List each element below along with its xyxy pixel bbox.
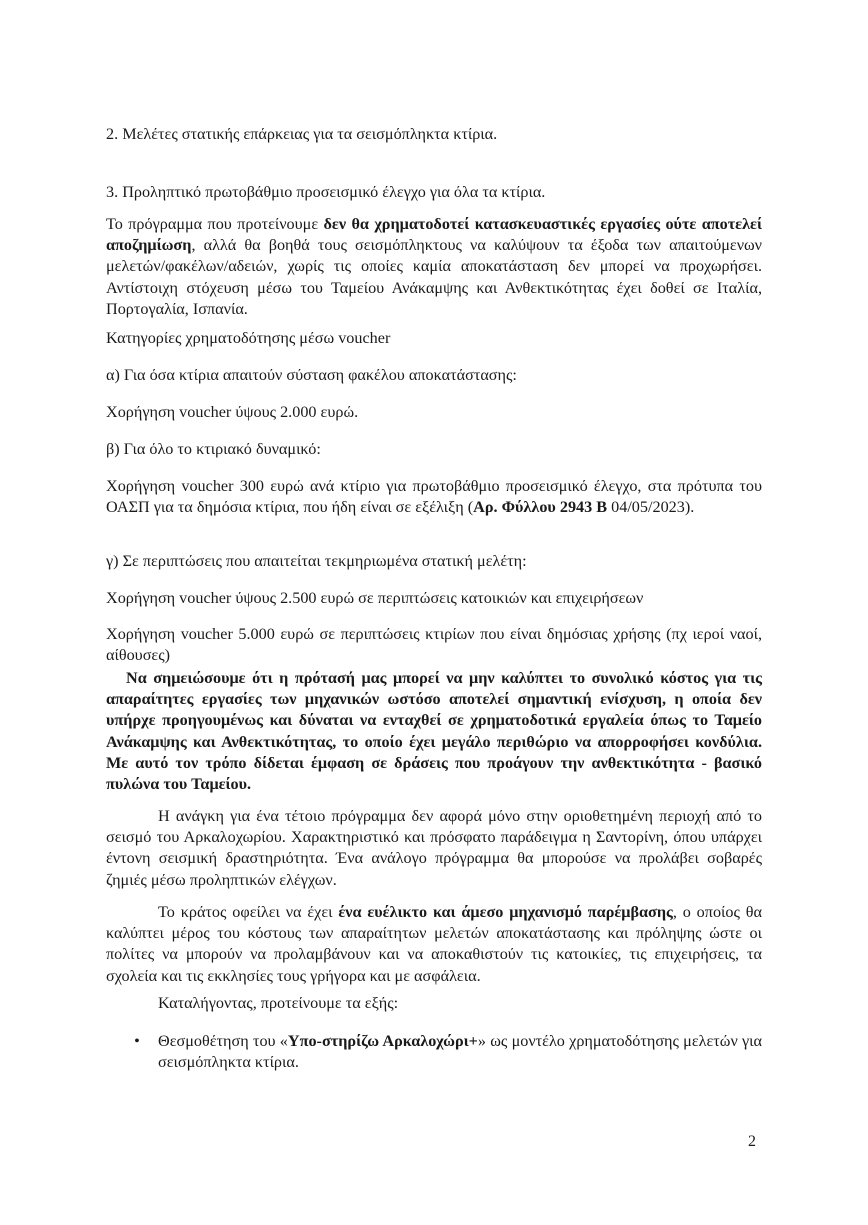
note-paragraph: Να σημειώσουμε ότι η πρότασή μας μπορεί να μην καλύπτει το συνολικό κόστος για τις απαραίτητες εργασίες των μηχανικών ωστόσο αποτελεί σημαντική ενίσχυση, η οποία δεν υπήρχε προηγουμένως και δύναται να ενταχθεί σε χρηματοδοτικά εργαλεία όπως το Ταμείο Ανάκαμψης και Ανθεκτικότητας, το οποίο έχει μεγάλο περιθώριο να απορροφήσει κονδύλια. Με αυτό τον τρόπο δίδεται έμφαση σε δράσεις που προάγουν την ανθεκτικότητα - βασικό πυλώνα του Ταμείου.: [106, 669, 762, 794]
program-emphasis: δεν θα χρηματοδοτεί κατασκευαστικές εργασίες ούτε αποτελεί αποζημίωση: [106, 215, 762, 255]
state-text-1: Το κράτος οφείλει να έχει: [158, 903, 339, 921]
list-item-2: 2. Μελέτες στατικής επάρκειας για τα σεισμόπληκτα κτίρια.: [106, 125, 498, 143]
program-name: Υπο-στηρίζω Αρκαλοχώρι+: [287, 1032, 478, 1050]
bullet-text-2: » ως μοντέλο χρηματοδότησης μελετών για σεισμόπληκτα κτίρια.: [158, 1032, 763, 1072]
category-c-value-1: Χορήγηση voucher ύψους 2.500 ευρώ σε περιπτώσεις κατοικιών και επιχειρήσεων: [106, 589, 644, 607]
conclusion-bullet-item: [106, 1031, 762, 1090]
state-paragraph: [106, 902, 762, 987]
category-b-text-1: Χορήγηση voucher 300 ευρώ ανά κτίριο για πρωτοβάθμιο προσεισμικό έλεγχο, στα πρότυπα του ΟΑΣΠ για τα δημόσια κτίρια, που ήδη είναι σε εξέλιξη (: [106, 477, 762, 517]
category-b-label: β) Για όλο το κτιριακό δυναμικό:: [106, 440, 321, 458]
state-text-2: , ο οποίος θα καλύπτει μέρος του κόστους των απαραίτητων μελετών αποκατάστασης και πρόληψης ώστε οι πολίτες να μπορούν να προλαμβάνουν και να αποκαθιστούν τις κατοικίες, τις επιχειρήσεις, τα σχολεία και τις εκκλησίες τους γρήγορα και με ασφάλεια.: [106, 903, 762, 985]
page-number: 2: [748, 1133, 756, 1150]
category-a-label: α) Για όσα κτίρια απαιτούν σύσταση φακέλου αποκατάστασης:: [106, 366, 517, 384]
need-paragraph: Η ανάγκη για ένα τέτοιο πρόγραμμα δεν αφορά μόνο στην οριοθετημένη περιοχή από το σεισμό του Αρκαλοχωρίου. Χαρακτηριστικό και πρόσφατο παράδειγμα η Σαντορίνη, όπου υπάρχει έντονη σεισμική δραστηριότητα. Ένα ανάλογο πρόγραμμα θα μπορούσε να προλάβει σοβαρές ζημιές μέσω προληπτικών ελέγχων.: [106, 807, 762, 889]
category-b-text-2: 04/05/2023).: [607, 498, 695, 517]
category-b-value: [106, 476, 762, 518]
category-a-value: Χορήγηση voucher ύψους 2.000 ευρώ.: [106, 403, 359, 421]
bullet-text-1: Θεσμοθέτηση του «: [158, 1032, 288, 1050]
program-text-1: Το πρόγραμμα που προτείνουμε: [106, 215, 324, 233]
bullet-icon: •: [134, 1032, 140, 1050]
state-emphasis: ένα ευέλικτο και άμεσο μηχανισμό παρέμβασης: [338, 903, 673, 921]
category-c-label: γ) Σε περιπτώσεις που απαιτείται τεκμηριωμένα στατική μελέτη:: [106, 552, 527, 570]
voucher-categories-heading: Κατηγορίες χρηματοδότησης μέσω voucher: [106, 329, 391, 347]
category-b-gazette-ref: Αρ. Φύλλου 2943 Β: [473, 498, 608, 517]
program-text-2: , αλλά θα βοηθά τους σεισμόπληκτους να καλύψουν τα έξοδα των απαιτούμενων μελετών/φακέλων/αδειών, χωρίς τις οποίες καμία αποκατάσταση δεν μπορεί να προχωρήσει. Αντίστοιχη στόχευση μέσω του Ταμείου Ανάκαμψης και Ανθεκτικότητας έχει δοθεί σε Ιταλία, Πορτογαλία, Ισπανία.: [106, 236, 762, 318]
list-item-3: 3. Προληπτικό πρωτοβάθμιο προσεισμικό έλεγχο για όλα τα κτίρια.: [106, 183, 546, 201]
conclusion-intro: Καταλήγοντας, προτείνουμε τα εξής:: [158, 994, 399, 1012]
bullet-text: [158, 1031, 762, 1073]
program-paragraph: [106, 214, 762, 320]
category-c-value-2: Χορήγηση voucher 5.000 ευρώ σε περιπτώσεις κτιρίων που είναι δημόσιας χρήσης (πχ ιεροί ναοί, αίθουσες): [106, 625, 762, 665]
